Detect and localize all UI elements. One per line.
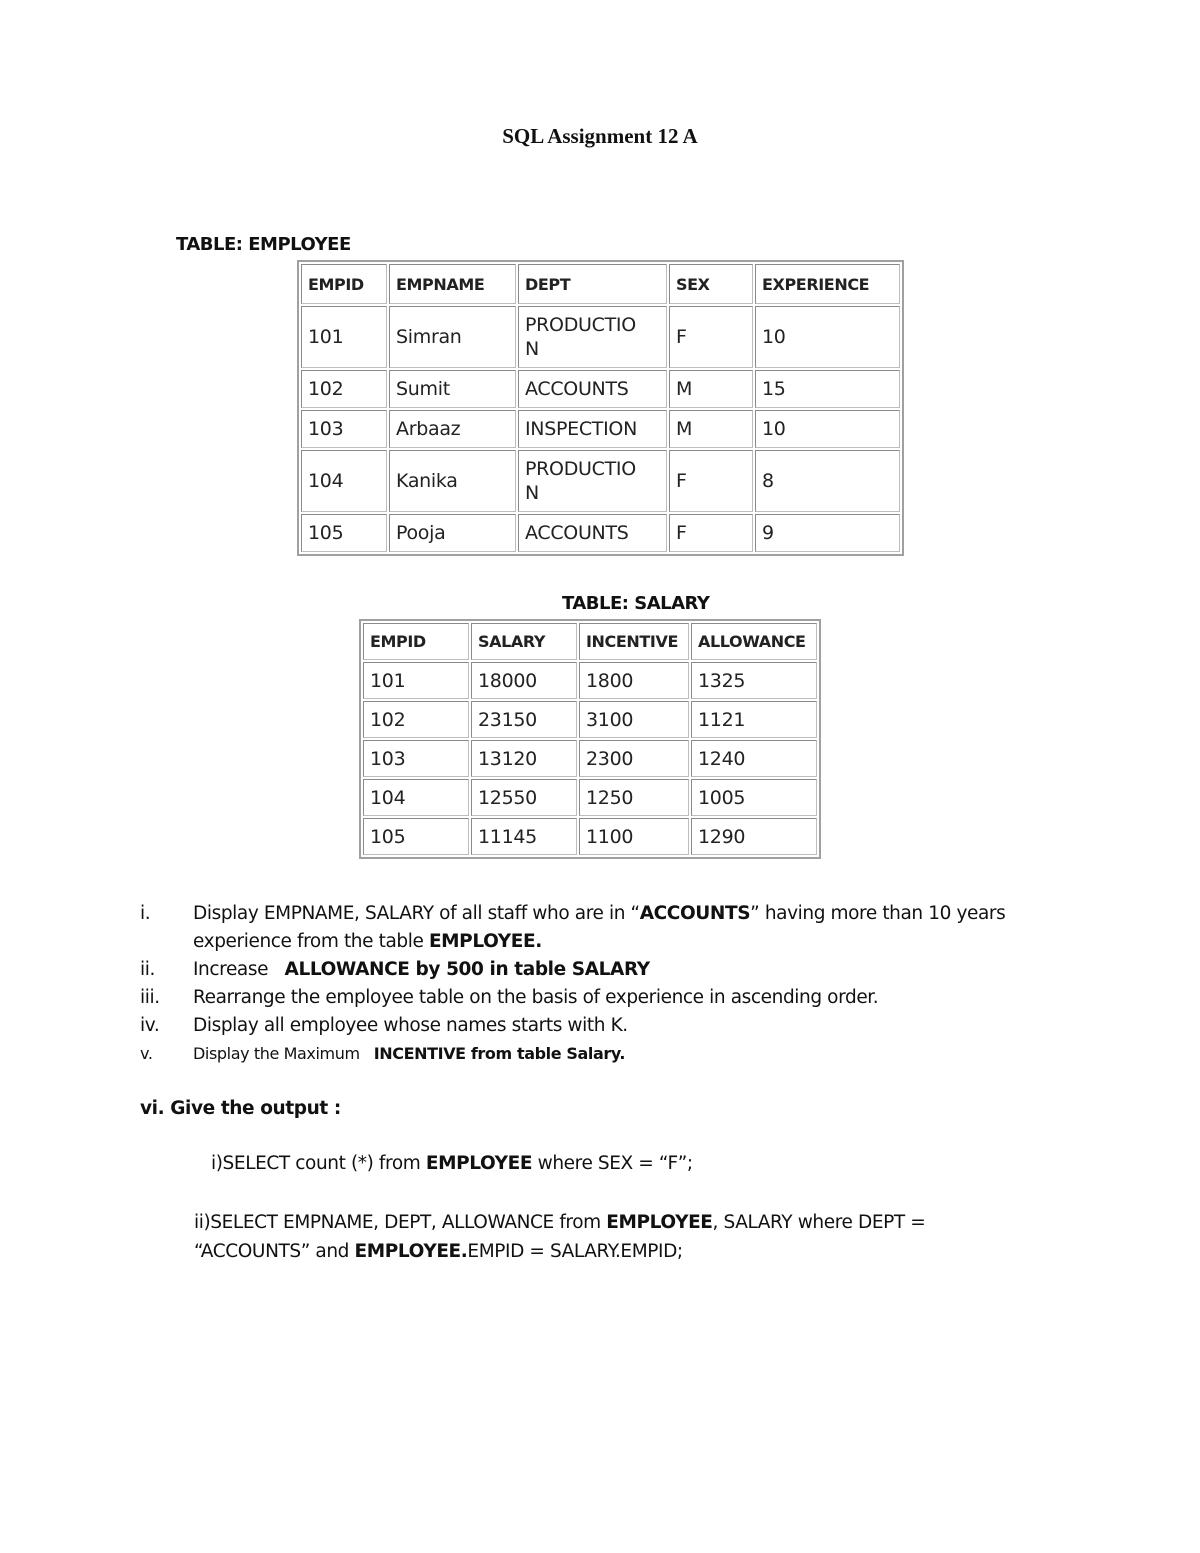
table-row	[301, 450, 900, 512]
table-cell: 1240	[691, 740, 817, 777]
output-query-1: i)SELECT count (*) from EMPLOYEE where SEX = “F”;	[211, 1153, 693, 1174]
table-cell: PRODUCTIO N	[518, 306, 667, 368]
salary-table	[359, 619, 821, 859]
table-cell: 12550	[471, 779, 577, 816]
table-cell: 101	[301, 306, 387, 368]
output-query-2: ii)SELECT EMPNAME, DEPT, ALLOWANCE from EMPLOYEE, SALARY where DEPT = “ACCOUNTS” and EMPLOYEE.EMPID = SALARY.EMPID;	[194, 1212, 926, 1262]
table-cell: 13120	[471, 740, 577, 777]
question-number: iii.	[140, 987, 160, 1008]
table-row	[363, 662, 817, 699]
question-item	[140, 984, 1080, 1012]
table-cell: 18000	[471, 662, 577, 699]
table-cell: 9	[755, 514, 900, 552]
header-cell: INCENTIVE	[579, 623, 689, 660]
table-cell: 1800	[579, 662, 689, 699]
question-list	[140, 900, 1080, 1068]
table-cell: 101	[363, 662, 469, 699]
table-cell: 15	[755, 370, 900, 408]
output-heading: vi. Give the output :	[140, 1098, 341, 1119]
table-cell: ACCOUNTS	[518, 370, 667, 408]
header-cell: SEX	[669, 264, 753, 304]
question-item	[140, 956, 1080, 984]
question-number: v.	[140, 1044, 153, 1063]
table-row	[363, 740, 817, 777]
salary-table-caption: TABLE: SALARY	[562, 593, 710, 614]
table-cell: INSPECTION	[518, 410, 667, 448]
table-row	[363, 701, 817, 738]
employee-table-caption: TABLE: EMPLOYEE	[176, 234, 351, 255]
table-cell: 103	[363, 740, 469, 777]
table-row	[363, 818, 817, 855]
page-title: SQL Assignment 12 A	[502, 124, 698, 148]
header-cell: EMPNAME	[389, 264, 516, 304]
question-number: i.	[140, 903, 151, 924]
table-cell: PRODUCTIO N	[518, 450, 667, 512]
question-item	[140, 1012, 1080, 1040]
header-cell: EMPID	[301, 264, 387, 304]
table-cell: 1325	[691, 662, 817, 699]
table-cell: 11145	[471, 818, 577, 855]
table-cell: Simran	[389, 306, 516, 368]
header-cell: EMPID	[363, 623, 469, 660]
question-text: Display all employee whose names starts with K.	[193, 1015, 628, 1036]
table-cell: 1250	[579, 779, 689, 816]
table-cell: F	[669, 450, 753, 512]
table-cell: 10	[755, 410, 900, 448]
table-cell: 104	[363, 779, 469, 816]
question-text: Display EMPNAME, SALARY of all staff who are in “ACCOUNTS” having more than 10 years experience from the table EMPLOYEE.	[193, 903, 1006, 952]
table-cell: ACCOUNTS	[518, 514, 667, 552]
question-item	[140, 1040, 1080, 1068]
table-cell: 105	[363, 818, 469, 855]
table-row	[301, 410, 900, 448]
table-cell: 105	[301, 514, 387, 552]
table-cell: M	[669, 370, 753, 408]
table-cell: 10	[755, 306, 900, 368]
table-cell: F	[669, 514, 753, 552]
table-cell: Sumit	[389, 370, 516, 408]
table-cell: 104	[301, 450, 387, 512]
table-cell: 1005	[691, 779, 817, 816]
table-cell: 1290	[691, 818, 817, 855]
table-cell: F	[669, 306, 753, 368]
question-item	[140, 900, 1080, 956]
table-header-row	[301, 264, 900, 304]
table-row	[301, 514, 900, 552]
table-row	[301, 306, 900, 368]
question-text: Rearrange the employee table on the basis of experience in ascending order.	[193, 987, 879, 1008]
question-text: Increase ALLOWANCE by 500 in table SALARY	[193, 959, 650, 980]
header-cell: EXPERIENCE	[755, 264, 900, 304]
question-number: ii.	[140, 959, 155, 980]
header-cell: ALLOWANCE	[691, 623, 817, 660]
table-cell: 1121	[691, 701, 817, 738]
table-cell: Arbaaz	[389, 410, 516, 448]
table-cell: 2300	[579, 740, 689, 777]
table-row	[363, 779, 817, 816]
header-cell: SALARY	[471, 623, 577, 660]
table-cell: 102	[301, 370, 387, 408]
table-cell: 3100	[579, 701, 689, 738]
table-cell: 1100	[579, 818, 689, 855]
table-cell: Kanika	[389, 450, 516, 512]
table-cell: Pooja	[389, 514, 516, 552]
table-cell: 8	[755, 450, 900, 512]
question-number: iv.	[140, 1015, 160, 1036]
table-cell: 23150	[471, 701, 577, 738]
table-cell: M	[669, 410, 753, 448]
question-text: Display the Maximum INCENTIVE from table Salary.	[193, 1044, 626, 1063]
table-cell: 103	[301, 410, 387, 448]
table-header-row	[363, 623, 817, 660]
header-cell: DEPT	[518, 264, 667, 304]
employee-table	[297, 260, 904, 556]
table-cell: 102	[363, 701, 469, 738]
table-row	[301, 370, 900, 408]
